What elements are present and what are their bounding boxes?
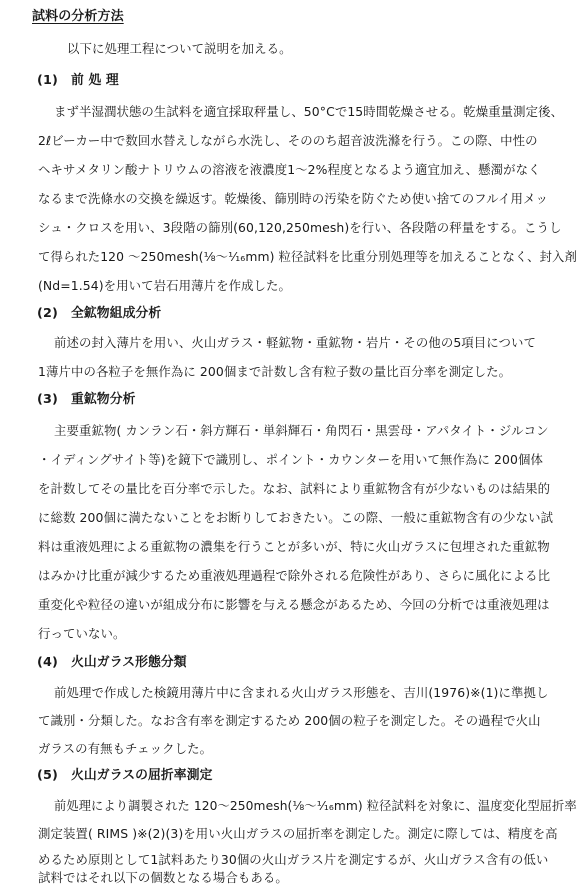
paragraph-line: 2ℓビーカー中で数回水替えしながら水洗し、そののち超音波洗滌を行う。この際、中性の xyxy=(38,133,538,148)
paragraph-line: (Nd=1.54)を用いて岩石用薄片を作成した。 xyxy=(38,278,292,293)
section-title: 前 処 理 xyxy=(71,73,119,88)
paragraph-line: 前処理で作成した検鏡用薄片中に含まれる火山ガラス形態を、吉川(1976)※(1)に準拠し xyxy=(54,685,549,700)
paragraph-line: めるため原則として1試料あたり30個の火山ガラス片を測定するが、火山ガラス含有の低い xyxy=(38,852,549,867)
document-title: 試料の分析方法 xyxy=(32,9,124,24)
paragraph-line: ガラスの有無もチェックした。 xyxy=(38,741,213,756)
paragraph-line: はみかけ比重が減少するため重液処理過程で除外される危険性があり、さらに風化による比 xyxy=(38,568,551,583)
paragraph-line: に総数 200個に満たないことをお断りしておきたい。この際、一般に重鉱物含有の少ない試 xyxy=(38,510,554,525)
section-heading xyxy=(37,306,161,322)
section-number: (4) xyxy=(37,655,58,670)
section-heading xyxy=(37,392,135,408)
paragraph-line: 行っていない。 xyxy=(38,626,126,641)
section-heading xyxy=(37,655,187,671)
paragraph-line: 前述の封入薄片を用い、火山ガラス・軽鉱物・重鉱物・岩片・その他の5項目について xyxy=(54,335,537,350)
intro-text: 以下に処理工程について説明を加える。 xyxy=(67,41,292,56)
section-heading xyxy=(37,768,212,784)
section-number: (3) xyxy=(37,392,58,407)
paragraph-line: 1薄片中の各粒子を無作為に 200個まで計数し含有粒子数の量比百分率を測定した。 xyxy=(38,364,512,379)
section-title: 火山ガラスの屈折率測定 xyxy=(71,768,213,783)
section-heading xyxy=(37,73,119,89)
section-title: 重鉱物分析 xyxy=(71,392,136,407)
paragraph-line: 前処理により調製された 120～250mesh(⅛～⅟₁₆mm) 粒径試料を対象に、温度変化型屈折率 xyxy=(54,798,577,813)
paragraph-line: 試料ではそれ以下の個数となる場合もある。 xyxy=(38,870,288,885)
paragraph-line: 重変化や粒径の違いが組成分布に影響を与える懸念があるため、今回の分析では重液処理は xyxy=(38,597,550,612)
paragraph-line: を計数してその量比を百分率で示した。なお、試料により重鉱物含有が少ないものは結果的 xyxy=(38,481,551,496)
paragraph-line: ヘキサメタリン酸ナトリウムの溶液を液濃度1～2%程度となるよう適宜加え、懸濁がなく xyxy=(38,162,541,177)
paragraph-line: ・イディングサイト等)を鏡下で識別し、ポイント・カウンターを用いて無作為に 200個体 xyxy=(38,452,543,467)
paragraph-line: まず半湿潤状態の生試料を適宜採取秤量し、50°Cで15時間乾燥させる。乾燥重量測定後、 xyxy=(54,104,564,119)
section-title: 火山ガラス形態分類 xyxy=(71,655,187,670)
paragraph-line: て識別・分類した。なお含有率を測定するため 200個の粒子を測定した。その過程で火山 xyxy=(38,713,541,728)
paragraph-line: 料は重液処理による重鉱物の濃集を行うことが多いが、特に火山ガラスに包埋された重鉱物 xyxy=(38,539,550,554)
paragraph-line: 測定装置( RIMS )※(2)(3)を用い火山ガラスの屈折率を測定した。測定に際しては、精度を高 xyxy=(38,826,558,841)
section-number: (5) xyxy=(37,768,58,783)
paragraph-line: て得られた120 ～250mesh(⅛～⅟₁₆mm) 粒径試料を比重分別処理等を加えることなく、封入剤 xyxy=(38,249,577,264)
section-number: (1) xyxy=(37,73,58,88)
section-number: (2) xyxy=(37,306,58,321)
paragraph-line: 主要重鉱物( カンラン石・斜方輝石・単斜輝石・角閃石・黒雲母・アパタイト・ジルコン xyxy=(54,423,549,438)
paragraph-line: シュ・クロスを用い、3段階の篩別(60,120,250mesh)を行い、各段階の秤量をする。こうし xyxy=(38,220,562,235)
paragraph-line: なるまで洗條水の交換を繰返す。乾燥後、篩別時の汚染を防ぐため使い捨てのフルイ用メッ xyxy=(38,191,549,206)
section-title: 全鉱物組成分析 xyxy=(71,306,162,321)
